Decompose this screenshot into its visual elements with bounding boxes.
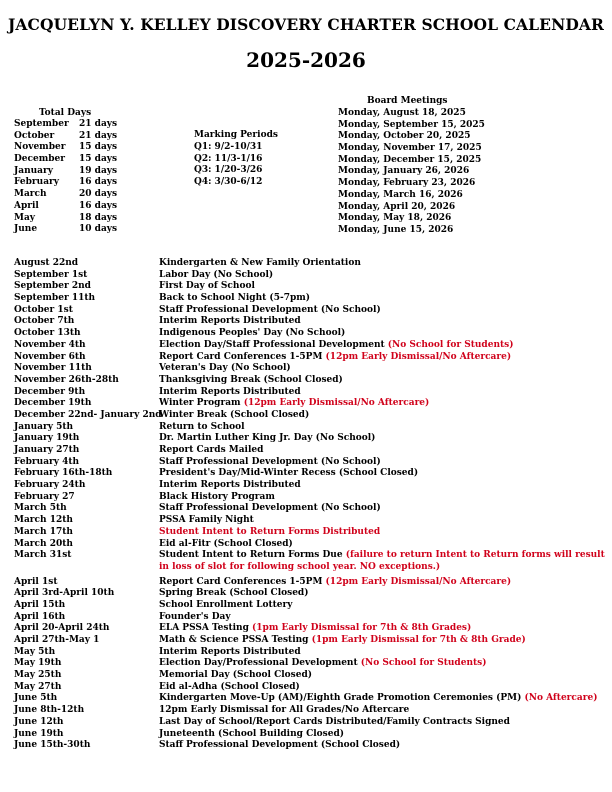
events-group-spring [14, 577, 610, 752]
event-row [14, 433, 610, 445]
board-meeting-date: Monday, November 17, 2025 [338, 143, 482, 154]
event-description [159, 693, 609, 705]
event-text: 12pm Early Dismissal for All Grades/No Aftercare [159, 705, 410, 716]
event-date: May 19th [14, 658, 62, 669]
event-date: May 27th [14, 681, 62, 692]
event-text: Return to School [159, 421, 245, 432]
event-date: January 27th [14, 445, 80, 455]
event-date: March 17th [14, 526, 73, 537]
event-row [14, 258, 610, 270]
marking-period: Q1: 9/2-10/31 [194, 142, 263, 152]
event-date: February 16th-18th [14, 468, 113, 479]
event-date: March 31st [14, 550, 72, 561]
event-date: February 24th [14, 480, 86, 491]
month-name: December [14, 154, 66, 165]
event-text: Back to School Night (5-7pm) [159, 293, 311, 304]
event-text: Founder's Day [159, 611, 231, 622]
event-date: February 27 [14, 491, 75, 502]
event-description [159, 293, 609, 305]
marking-period: Q4: 3/30-6/12 [194, 177, 263, 188]
board-meeting-date: Monday, December 15, 2025 [338, 154, 482, 165]
event-description [159, 352, 609, 364]
event-date: December 22nd- January 2nd [14, 409, 162, 420]
event-date: September 1st [14, 269, 88, 280]
event-description [159, 503, 609, 515]
board-meeting-date: Monday, September 15, 2025 [338, 119, 485, 130]
event-description [159, 612, 609, 624]
month-name: April [14, 200, 39, 211]
board-meeting-date: Monday, June 15, 2026 [338, 224, 454, 235]
event-date: May 25th [14, 670, 62, 681]
event-row [14, 635, 610, 647]
event-row [14, 693, 610, 705]
event-date: March 5th [14, 503, 67, 514]
event-description [159, 258, 609, 270]
event-text: Report Card Conferences 1-5PM [159, 351, 326, 362]
event-date: April 27th-May 1 [14, 635, 100, 646]
month-name: October [14, 130, 55, 141]
total-days-heading: Total Days [39, 108, 92, 118]
event-text: President's Day/Mid-Winter Recess (School Closed) [159, 468, 419, 479]
event-date: June 12th [14, 716, 64, 727]
event-text: Interim Reports Distributed [159, 386, 301, 397]
event-text: Interim Reports Distributed [159, 316, 301, 327]
event-date: February 4th [14, 456, 80, 467]
event-note: (No School for Students) [387, 339, 514, 350]
event-row [14, 398, 610, 410]
event-date: August 22nd [14, 258, 79, 268]
total-days-row [14, 131, 144, 143]
event-date: June 19th [14, 728, 64, 739]
event-date: March 12th [14, 515, 73, 526]
event-description [159, 480, 609, 492]
event-row [14, 352, 610, 364]
total-days-row [14, 142, 144, 154]
event-row [14, 550, 610, 573]
event-row [14, 539, 610, 551]
month-name: January [14, 165, 53, 176]
event-row [14, 363, 610, 375]
marking-period: Q2: 11/3-1/16 [194, 153, 263, 164]
event-text: Thanksgiving Break (School Closed) [159, 374, 343, 385]
event-row [14, 682, 610, 694]
event-text: Winter Program [159, 398, 244, 409]
event-text: Staff Professional Development (No School) [159, 304, 381, 315]
event-text: Last Day of School/Report Cards Distributed/Family Contracts Signed [159, 716, 510, 727]
event-text: Election Day/Professional Development [159, 658, 361, 669]
event-row [14, 305, 610, 317]
event-text: PSSA Family Night [159, 515, 254, 526]
event-text: Memorial Day (School Closed) [159, 670, 313, 681]
event-text: Black History Program [159, 491, 275, 502]
event-date: April 1st [14, 576, 58, 587]
event-text: Interim Reports Distributed [159, 480, 301, 491]
board-meeting-date: Monday, May 18, 2026 [338, 213, 452, 224]
event-date: October 1st [14, 304, 73, 315]
board-meeting-date: Monday, April 20, 2026 [338, 201, 456, 212]
event-note: (failure to return Intent to Return forms will result in loss of slot for following school year. NO exceptions.) [159, 550, 605, 572]
event-row [14, 729, 610, 741]
event-note: Student Intent to Return Forms Distributed [159, 526, 381, 537]
event-row [14, 515, 610, 527]
event-row [14, 717, 610, 729]
board-meeting-date: Monday, February 23, 2026 [338, 178, 476, 189]
event-description [159, 682, 609, 694]
event-description [159, 305, 609, 317]
event-row [14, 600, 610, 612]
event-row [14, 457, 610, 469]
events-list [14, 258, 610, 752]
event-description [159, 340, 609, 352]
event-text: Juneteenth (School Building Closed) [159, 728, 344, 739]
event-row [14, 328, 610, 340]
event-text: Indigenous Peoples' Day (No School) [159, 328, 346, 339]
event-date: June 8th-12th [14, 705, 85, 716]
event-description [159, 600, 609, 612]
event-description [159, 527, 609, 539]
event-row [14, 577, 610, 589]
month-days: 15 days [79, 142, 118, 153]
event-description [159, 410, 609, 422]
event-description [159, 363, 609, 375]
event-row [14, 588, 610, 600]
event-row [14, 492, 610, 504]
event-description [159, 623, 609, 635]
event-description [159, 445, 609, 457]
event-text: Eid al-Fitr (School Closed) [159, 538, 293, 549]
event-text: Staff Professional Development (No School) [159, 456, 381, 467]
events-group-fall-winter [14, 258, 610, 574]
event-row [14, 445, 610, 457]
event-date: April 15th [14, 599, 66, 610]
event-row [14, 647, 610, 659]
board-meetings-list [338, 108, 538, 237]
event-date: June 15th-30th [14, 740, 91, 751]
event-description [159, 422, 609, 434]
month-days: 10 days [79, 224, 118, 235]
month-name: May [14, 212, 36, 223]
event-text: Spring Break (School Closed) [159, 588, 309, 599]
total-days-row [14, 154, 144, 166]
event-date: December 9th [14, 386, 86, 397]
event-date: June 5th [14, 693, 58, 704]
event-row [14, 740, 610, 752]
total-days-row [14, 201, 144, 213]
event-description [159, 577, 609, 589]
school-year: 2025-2026 [246, 48, 366, 72]
event-row [14, 422, 610, 434]
event-date: April 20-April 24th [14, 623, 110, 634]
event-description [159, 647, 609, 659]
event-description [159, 550, 609, 573]
event-description [159, 729, 609, 741]
board-meeting-date: Monday, October 20, 2025 [338, 131, 471, 142]
event-description [159, 658, 609, 670]
month-name: February [14, 177, 60, 188]
month-days: 16 days [79, 177, 118, 188]
marking-periods-list [194, 142, 314, 189]
event-description [159, 588, 609, 600]
total-days-row [14, 166, 144, 178]
event-note: (No Aftercare) [524, 693, 598, 704]
month-name: November [14, 142, 66, 153]
event-text: Kindergarten Move-Up (AM)/Eighth Grade Promotion Ceremonies (PM) [159, 693, 525, 704]
event-date: September 11th [14, 293, 96, 304]
event-date: November 6th [14, 351, 86, 362]
board-meeting-date: Monday, January 26, 2026 [338, 166, 470, 177]
event-description [159, 670, 609, 682]
event-row [14, 658, 610, 670]
event-text: Math & Science PSSA Testing [159, 635, 312, 646]
event-row [14, 623, 610, 635]
event-row [14, 527, 610, 539]
month-days: 21 days [79, 119, 118, 129]
event-text: Interim Reports Distributed [159, 646, 301, 657]
event-description [159, 398, 609, 410]
event-row [14, 316, 610, 328]
event-row [14, 293, 610, 305]
event-text: First Day of School [159, 281, 255, 292]
event-description [159, 328, 609, 340]
event-row [14, 503, 610, 515]
event-date: April 3rd-April 10th [14, 588, 115, 599]
total-days-row [14, 224, 144, 236]
event-note: (12pm Early Dismissal/No Aftercare) [325, 351, 512, 362]
event-row [14, 281, 610, 293]
total-days-row [14, 119, 144, 131]
event-text: Dr. Martin Luther King Jr. Day (No School) [159, 433, 376, 444]
event-note: (1pm Early Dismissal for 7th & 8th Grade) [311, 635, 526, 646]
marking-periods-heading: Marking Periods [194, 130, 278, 140]
event-date: January 19th [14, 433, 80, 444]
event-date: September 2nd [14, 281, 91, 292]
event-text: School Enrollment Lottery [159, 599, 293, 610]
event-text: Eid al-Adha (School Closed) [159, 681, 300, 692]
event-description [159, 270, 609, 282]
event-text: Report Card Conferences 1-5PM [159, 576, 326, 587]
event-date: December 19th [14, 398, 92, 409]
event-text: ELA PSSA Testing [159, 623, 252, 634]
event-date: October 7th [14, 316, 75, 327]
event-text: Staff Professional Development (No School) [159, 503, 381, 514]
event-date: November 11th [14, 363, 92, 374]
event-description [159, 457, 609, 469]
event-row [14, 270, 610, 282]
total-days-list [14, 119, 144, 236]
event-description [159, 717, 609, 729]
event-date: November 4th [14, 339, 86, 350]
event-row [14, 705, 610, 717]
event-description [159, 515, 609, 527]
school-calendar-title: JACQUELYN Y. KELLEY DISCOVERY CHARTER SCHOOL CALENDAR [7, 15, 605, 34]
event-date: November 26th-28th [14, 374, 119, 385]
board-meeting-date: Monday, March 16, 2026 [338, 189, 463, 200]
board-meeting-date: Monday, August 18, 2025 [338, 108, 466, 118]
marking-period: Q3: 1/20-3/26 [194, 165, 263, 176]
event-text: Labor Day (No School) [159, 269, 274, 280]
month-name: March [14, 189, 47, 200]
month-days: 15 days [79, 154, 118, 165]
event-description [159, 468, 609, 480]
event-description [159, 387, 609, 399]
event-row [14, 480, 610, 492]
event-note: (1pm Early Dismissal for 7th & 8th Grades) [252, 623, 472, 634]
event-row [14, 387, 610, 399]
event-description [159, 635, 609, 647]
month-days: 16 days [79, 200, 118, 211]
event-row [14, 410, 610, 422]
event-description [159, 433, 609, 445]
event-note: (12pm Early Dismissal/No Aftercare) [243, 398, 430, 409]
month-days: 19 days [79, 165, 118, 176]
event-note: (No School for Students) [360, 658, 487, 669]
event-text: Veteran's Day (No School) [159, 363, 291, 374]
event-date: January 5th [14, 421, 74, 432]
event-date: March 20th [14, 538, 73, 549]
event-row [14, 375, 610, 387]
event-description [159, 281, 609, 293]
event-date: April 16th [14, 611, 66, 622]
month-days: 21 days [79, 130, 118, 141]
total-days-row [14, 213, 144, 225]
month-name: September [14, 119, 69, 129]
event-description [159, 316, 609, 328]
event-text: Report Cards Mailed [159, 445, 264, 455]
month-days: 18 days [79, 212, 118, 223]
event-text: Election Day/Staff Professional Development [159, 339, 388, 350]
event-description [159, 492, 609, 504]
event-date: May 5th [14, 646, 56, 657]
event-text: Winter Break (School Closed) [159, 409, 310, 420]
event-row [14, 340, 610, 352]
event-text: Kindergarten & New Family Orientation [159, 258, 361, 268]
event-row [14, 468, 610, 480]
total-days-row [14, 177, 144, 189]
month-name: June [14, 224, 38, 235]
month-days: 20 days [79, 189, 118, 200]
event-description [159, 539, 609, 551]
event-description [159, 705, 609, 717]
event-text: Student Intent to Return Forms Due [159, 550, 346, 561]
event-description [159, 740, 609, 752]
event-row [14, 670, 610, 682]
event-note: (12pm Early Dismissal/No Aftercare) [325, 576, 512, 587]
event-description [159, 375, 609, 387]
event-row [14, 612, 610, 624]
event-date: October 13th [14, 328, 81, 339]
total-days-row [14, 189, 144, 201]
event-text: Staff Professional Development (School Closed) [159, 740, 401, 751]
board-meetings-heading: Board Meetings [367, 96, 448, 106]
